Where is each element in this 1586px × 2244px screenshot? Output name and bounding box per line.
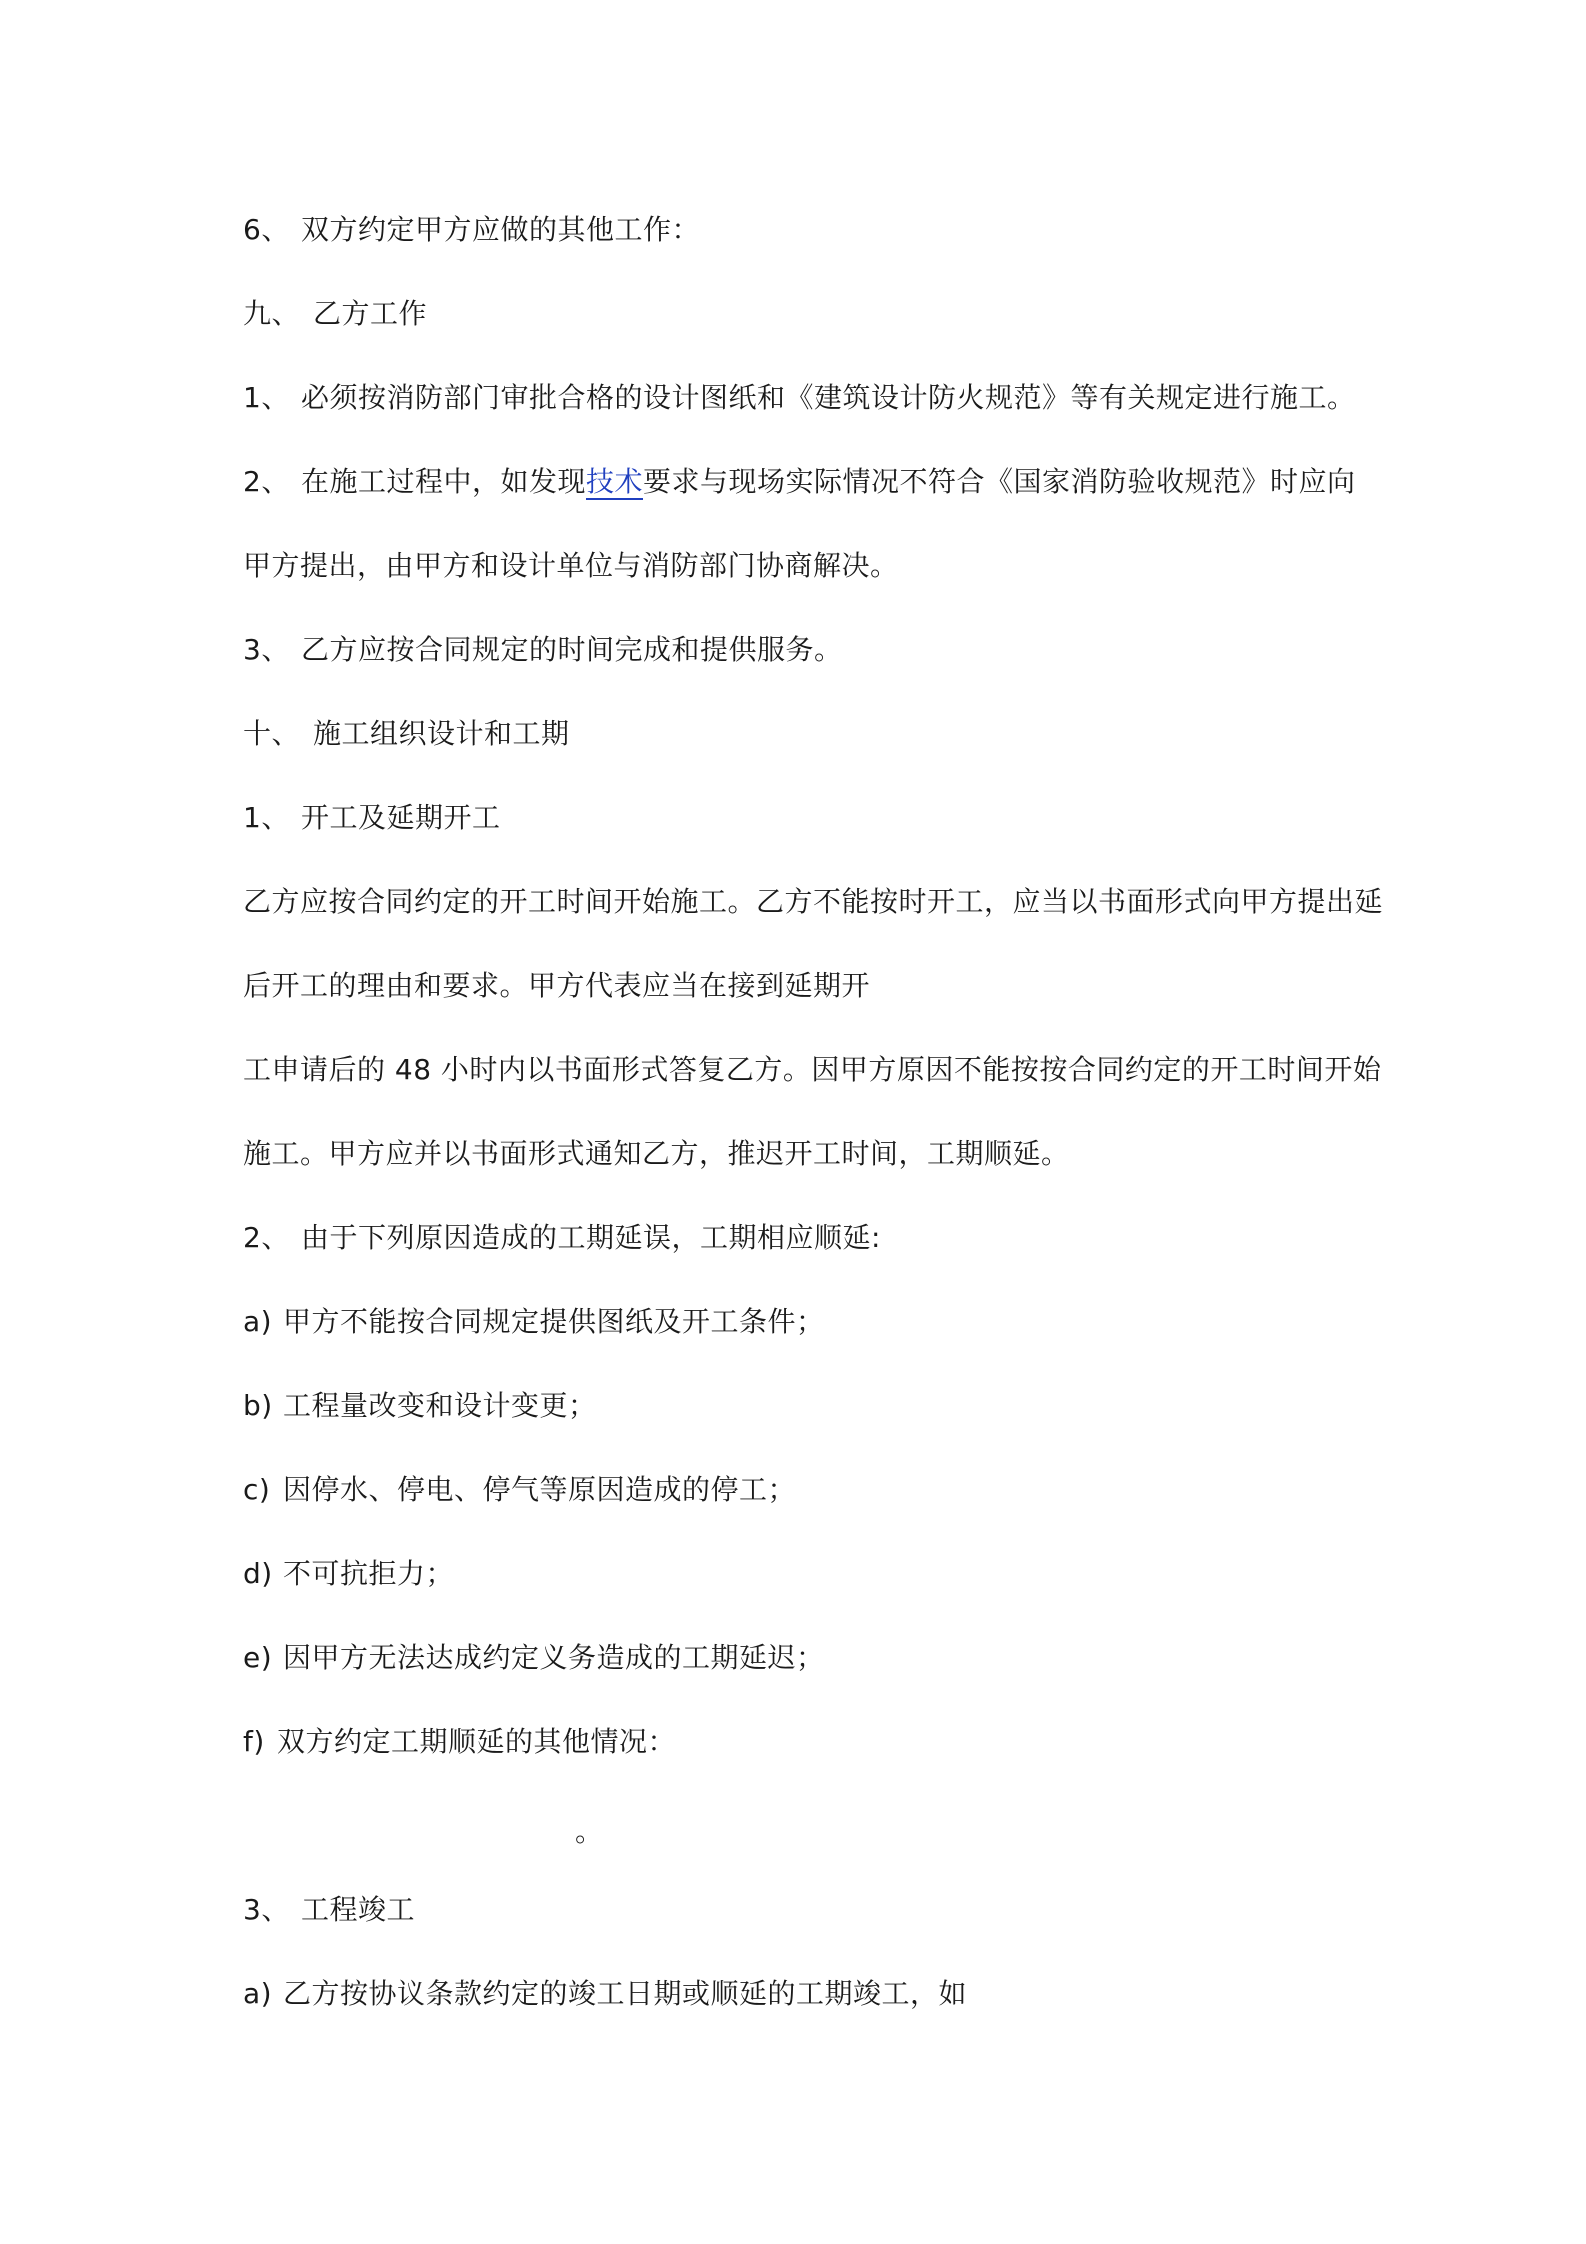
sub-item-letter: c) — [243, 1473, 271, 1506]
sub-item-text: 因停水、停电、停气等原因造成的停工； — [283, 1473, 797, 1506]
sub-item-text: 双方约定工期顺延的其他情况： — [277, 1725, 677, 1758]
paragraph-line — [243, 884, 1383, 920]
paragraph-text: 施工。甲方应并以书面形式通知乙方，推迟开工时间，工期顺延。 — [243, 1137, 1070, 1170]
item-text-pre: 在施工过程中，如发现 — [301, 465, 587, 498]
item-number: 1、 — [243, 801, 290, 834]
sub-item-letter: d) — [243, 1557, 273, 1590]
paragraph-text: 甲方提出，由甲方和设计单位与消防部门协商解决。 — [243, 549, 899, 582]
item-6-other-duties — [243, 212, 700, 248]
sub-item-d — [243, 1556, 454, 1592]
sub-item-f — [243, 1724, 676, 1760]
item-3-complete-on-time — [243, 632, 843, 668]
section-10-heading — [243, 716, 570, 752]
item-text: 工程竣工 — [301, 1893, 416, 1926]
item-number: 1、 — [243, 381, 290, 414]
sub-item-letter: e) — [243, 1641, 273, 1674]
sub-item-text: 乙方按协议条款约定的竣工日期或顺延的工期竣工，如 — [283, 1977, 968, 2010]
sub-item-letter: a) — [243, 1977, 273, 2010]
item-text: 乙方应按合同规定的时间完成和提供服务。 — [301, 633, 843, 666]
paragraph-text: 乙方应按合同约定的开工时间开始施工。乙方不能按时开工，应当以书面形式向甲方提出延 — [243, 885, 1384, 918]
paragraph-line — [243, 1136, 1070, 1172]
sub-item-c — [243, 1472, 796, 1508]
item-number: 6、 — [243, 213, 290, 246]
paragraph-text: 工申请后的 48 小时内以书面形式答复乙方。因甲方原因不能按按合同约定的开工时间开始 — [243, 1053, 1382, 1086]
paragraph-text: 后开工的理由和要求。甲方代表应当在接到延期开 — [243, 969, 871, 1002]
sub-item-letter: f) — [243, 1725, 265, 1758]
item-text: 由于下列原因造成的工期延误，工期相应顺延: — [301, 1221, 881, 1254]
section-number: 九、 — [243, 297, 301, 330]
item-2-delay-reasons — [243, 1220, 881, 1256]
sub-item-text: 甲方不能按合同规定提供图纸及开工条件； — [283, 1305, 825, 1338]
item-text: 开工及延期开工 — [301, 801, 501, 834]
item-number: 2、 — [243, 1221, 290, 1254]
section-title: 施工组织设计和工期 — [313, 717, 570, 750]
sub-item-text: 因甲方无法达成约定义务造成的工期延迟； — [283, 1641, 825, 1674]
paragraph-line — [243, 1052, 1381, 1088]
sub-item-e — [243, 1640, 825, 1676]
section-title: 乙方工作 — [313, 297, 428, 330]
technology-link[interactable]: 技术 — [586, 465, 644, 498]
sub-item-a — [243, 1304, 825, 1340]
paragraph-line — [243, 968, 870, 1004]
sub-item-text: 工程量改变和设计变更； — [283, 1389, 597, 1422]
sub-item-b — [243, 1388, 597, 1424]
item-number: 3、 — [243, 1893, 290, 1926]
paragraph-line — [243, 548, 899, 584]
item-number: 3、 — [243, 633, 290, 666]
item-3-completion — [243, 1892, 415, 1928]
sub-item-a-completion — [243, 1976, 967, 2012]
section-number: 十、 — [243, 717, 301, 750]
sub-item-letter: a) — [243, 1305, 273, 1338]
period-mark: 。 — [575, 1815, 604, 1848]
item-1-construct-per-approval — [243, 380, 1356, 416]
section-9-heading — [243, 296, 427, 332]
item-1-start-delay — [243, 800, 501, 836]
sub-item-letter: b) — [243, 1389, 273, 1422]
blank-fill-period — [575, 1814, 604, 1850]
item-text-post: 要求与现场实际情况不符合《国家消防验收规范》时应向 — [643, 465, 1356, 498]
item-text: 双方约定甲方应做的其他工作： — [301, 213, 701, 246]
sub-item-text: 不可抗拒力； — [283, 1557, 455, 1590]
item-number: 2、 — [243, 465, 290, 498]
item-text: 必须按消防部门审批合格的设计图纸和《建筑设计防火规范》等有关规定进行施工。 — [301, 381, 1356, 414]
item-2-tech-requirements — [243, 464, 1356, 500]
